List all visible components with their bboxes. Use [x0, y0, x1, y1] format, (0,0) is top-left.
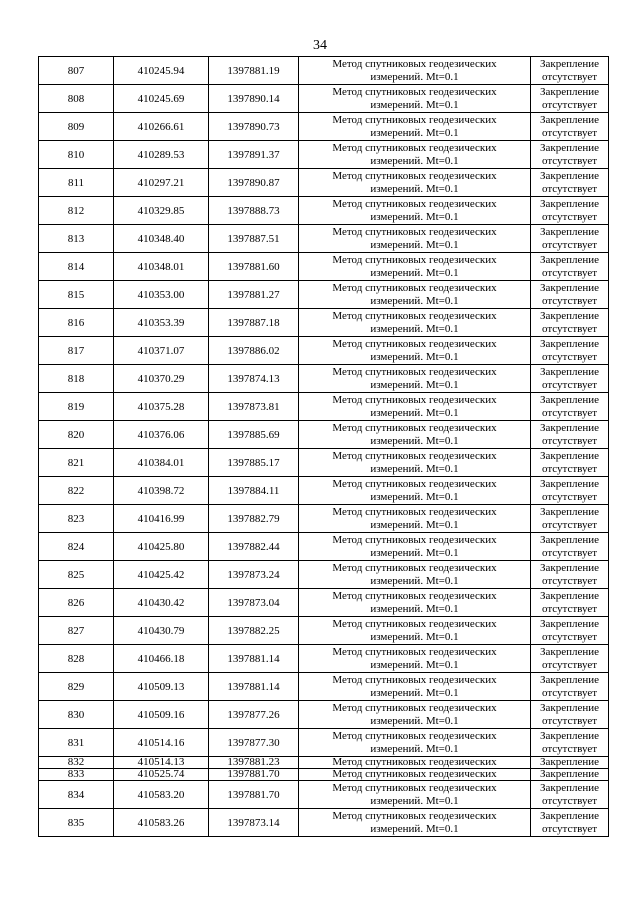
point-number-cell: 829 [39, 673, 114, 701]
method-text: Метод спутниковых геодезических [332, 253, 497, 266]
method-accuracy-text: измерений. Mt=0.1 [370, 434, 459, 447]
y-coordinate-cell: 1397881.27 [209, 281, 299, 309]
table-row [39, 309, 609, 337]
y-coordinate-cell: 1397874.13 [209, 365, 299, 393]
method-text: Метод спутниковых геодезических [332, 505, 497, 518]
method-accuracy-text: измерений. Mt=0.1 [370, 518, 459, 531]
fixation-text: Закрепление [539, 505, 600, 518]
method-text: Метод спутниковых геодезических [332, 169, 497, 182]
point-number-cell: 816 [39, 309, 114, 337]
method-text: Метод спутниковых геодезических [332, 645, 497, 658]
fixation-status-text: отсутствует [541, 658, 598, 671]
method-cell [299, 253, 531, 281]
method-text: Метод спутниковых геодезических [332, 57, 497, 70]
method-accuracy-text: измерений. Mt=0.1 [370, 714, 459, 727]
method-cell [299, 141, 531, 169]
y-coordinate-cell: 1397881.70 [209, 781, 299, 809]
method-cell [299, 757, 531, 769]
y-coordinate-cell: 1397887.51 [209, 225, 299, 253]
y-coordinate-cell: 1397884.11 [209, 477, 299, 505]
point-number-cell: 811 [39, 169, 114, 197]
y-coordinate-cell: 1397891.37 [209, 141, 299, 169]
method-accuracy-text: измерений. Mt=0.1 [370, 210, 459, 223]
method-accuracy-text: измерений. Mt=0.1 [370, 126, 459, 139]
table-row [39, 197, 609, 225]
fixation-text: Закрепление [539, 673, 600, 686]
method-accuracy-text: измерений. Mt=0.1 [370, 602, 459, 615]
y-coordinate-cell: 1397890.87 [209, 169, 299, 197]
table-row [39, 729, 609, 757]
method-cell [299, 617, 531, 645]
y-coordinate-cell: 1397881.70 [209, 769, 299, 781]
table-row [39, 533, 609, 561]
fixation-cell [531, 85, 609, 113]
x-coordinate-cell: 410245.69 [114, 85, 209, 113]
method-text: Метод спутниковых геодезических [332, 673, 497, 686]
method-accuracy-text: измерений. Mt=0.1 [370, 406, 459, 419]
fixation-text: Закрепление [539, 197, 600, 210]
x-coordinate-cell: 410583.20 [114, 781, 209, 809]
fixation-status-text: отсутствует [541, 686, 598, 699]
method-accuracy-text: измерений. Mt=0.1 [370, 686, 459, 699]
fixation-cell [531, 253, 609, 281]
fixation-status-text: отсутствует [541, 490, 598, 503]
fixation-text: Закрепление [539, 421, 600, 434]
point-number-cell: 823 [39, 505, 114, 533]
method-accuracy-text: измерений. Mt=0.1 [370, 70, 459, 83]
x-coordinate-cell: 410514.16 [114, 729, 209, 757]
point-number-cell: 818 [39, 365, 114, 393]
fixation-cell [531, 589, 609, 617]
fixation-text: Закрепление [539, 57, 600, 70]
table-row [39, 589, 609, 617]
y-coordinate-cell: 1397890.14 [209, 85, 299, 113]
point-number-cell: 831 [39, 729, 114, 757]
x-coordinate-cell: 410371.07 [114, 337, 209, 365]
fixation-status-text: отсутствует [541, 210, 598, 223]
method-text: Метод спутниковых геодезических [332, 337, 497, 350]
fixation-cell [531, 365, 609, 393]
table-row [39, 769, 609, 781]
fixation-cell [531, 113, 609, 141]
method-accuracy-text: измерений. Mt=0.1 [370, 822, 459, 835]
point-number-cell: 821 [39, 449, 114, 477]
method-accuracy-text: измерений. Mt=0.1 [370, 546, 459, 559]
fixation-status-text: отсутствует [541, 322, 598, 335]
method-cell [299, 477, 531, 505]
fixation-status-text: отсутствует [541, 714, 598, 727]
method-text: Метод спутниковых геодезических [332, 281, 497, 294]
method-text: Метод спутниковых геодезических [332, 768, 497, 780]
fixation-text: Закрепление [539, 253, 600, 266]
method-text: Метод спутниковых геодезических [332, 309, 497, 322]
point-number-cell: 832 [39, 757, 114, 769]
method-accuracy-text: измерений. Mt=0.1 [370, 462, 459, 475]
method-text: Метод спутниковых геодезических [332, 561, 497, 574]
method-cell [299, 225, 531, 253]
x-coordinate-cell: 410289.53 [114, 141, 209, 169]
fixation-text: Закрепление [539, 756, 600, 768]
fixation-status-text: отсутствует [541, 378, 598, 391]
fixation-status-text: отсутствует [541, 154, 598, 167]
table-row [39, 169, 609, 197]
y-coordinate-cell: 1397886.02 [209, 337, 299, 365]
fixation-text: Закрепление [539, 141, 600, 154]
y-coordinate-cell: 1397882.79 [209, 505, 299, 533]
table-row [39, 701, 609, 729]
method-text: Метод спутниковых геодезических [332, 809, 497, 822]
method-accuracy-text: измерений. Mt=0.1 [370, 574, 459, 587]
coordinates-table-body [39, 57, 609, 837]
point-number-cell: 814 [39, 253, 114, 281]
method-cell [299, 729, 531, 757]
y-coordinate-cell: 1397885.17 [209, 449, 299, 477]
x-coordinate-cell: 410583.26 [114, 809, 209, 837]
method-cell [299, 281, 531, 309]
point-number-cell: 813 [39, 225, 114, 253]
method-accuracy-text: измерений. Mt=0.1 [370, 182, 459, 195]
method-cell [299, 85, 531, 113]
table-row [39, 225, 609, 253]
method-cell [299, 309, 531, 337]
fixation-text: Закрепление [539, 477, 600, 490]
fixation-cell [531, 449, 609, 477]
x-coordinate-cell: 410370.29 [114, 365, 209, 393]
x-coordinate-cell: 410509.13 [114, 673, 209, 701]
point-number-cell: 812 [39, 197, 114, 225]
fixation-status-text: отсутствует [541, 350, 598, 363]
x-coordinate-cell: 410329.85 [114, 197, 209, 225]
x-coordinate-cell: 410430.79 [114, 617, 209, 645]
y-coordinate-cell: 1397877.26 [209, 701, 299, 729]
y-coordinate-cell: 1397881.19 [209, 57, 299, 85]
fixation-cell [531, 533, 609, 561]
x-coordinate-cell: 410398.72 [114, 477, 209, 505]
method-accuracy-text: измерений. Mt=0.1 [370, 154, 459, 167]
fixation-status-text: отсутствует [541, 98, 598, 111]
point-number-cell: 808 [39, 85, 114, 113]
method-cell [299, 57, 531, 85]
method-text: Метод спутниковых геодезических [332, 449, 497, 462]
fixation-text: Закрепление [539, 309, 600, 322]
table-row [39, 809, 609, 837]
method-text: Метод спутниковых геодезических [332, 393, 497, 406]
method-cell [299, 589, 531, 617]
x-coordinate-cell: 410266.61 [114, 113, 209, 141]
y-coordinate-cell: 1397873.04 [209, 589, 299, 617]
fixation-status-text: отсутствует [541, 238, 598, 251]
fixation-cell [531, 617, 609, 645]
method-text: Метод спутниковых геодезических [332, 729, 497, 742]
method-text: Метод спутниковых геодезических [332, 756, 497, 768]
method-accuracy-text: измерений. Mt=0.1 [370, 658, 459, 671]
fixation-status-text: отсутствует [541, 546, 598, 559]
fixation-status-text: отсутствует [541, 794, 598, 807]
fixation-cell [531, 393, 609, 421]
y-coordinate-cell: 1397882.25 [209, 617, 299, 645]
fixation-cell [531, 477, 609, 505]
table-row [39, 113, 609, 141]
method-text: Метод спутниковых геодезических [332, 421, 497, 434]
fixation-text: Закрепление [539, 729, 600, 742]
method-text: Метод спутниковых геодезических [332, 141, 497, 154]
fixation-cell [531, 281, 609, 309]
point-number-cell: 809 [39, 113, 114, 141]
method-accuracy-text: измерений. Mt=0.1 [370, 490, 459, 503]
x-coordinate-cell: 410245.94 [114, 57, 209, 85]
fixation-cell [531, 505, 609, 533]
method-cell [299, 421, 531, 449]
fixation-cell [531, 57, 609, 85]
fixation-status-text: отсутствует [541, 822, 598, 835]
method-cell [299, 769, 531, 781]
x-coordinate-cell: 410425.80 [114, 533, 209, 561]
method-accuracy-text: измерений. Mt=0.1 [370, 294, 459, 307]
method-text: Метод спутниковых геодезических [332, 225, 497, 238]
fixation-status-text: отсутствует [541, 294, 598, 307]
method-text: Метод спутниковых геодезических [332, 365, 497, 378]
table-row [39, 253, 609, 281]
x-coordinate-cell: 410430.42 [114, 589, 209, 617]
method-cell [299, 673, 531, 701]
x-coordinate-cell: 410425.42 [114, 561, 209, 589]
table-row [39, 477, 609, 505]
point-number-cell: 834 [39, 781, 114, 809]
table-row [39, 617, 609, 645]
fixation-text: Закрепление [539, 113, 600, 126]
fixation-status-text: отсутствует [541, 70, 598, 83]
table-row [39, 421, 609, 449]
method-text: Метод спутниковых геодезических [332, 533, 497, 546]
method-cell [299, 645, 531, 673]
x-coordinate-cell: 410384.01 [114, 449, 209, 477]
x-coordinate-cell: 410509.16 [114, 701, 209, 729]
y-coordinate-cell: 1397873.24 [209, 561, 299, 589]
x-coordinate-cell: 410353.00 [114, 281, 209, 309]
fixation-status-text: отсутствует [541, 462, 598, 475]
fixation-cell [531, 673, 609, 701]
point-number-cell: 828 [39, 645, 114, 673]
method-cell [299, 701, 531, 729]
fixation-cell [531, 141, 609, 169]
method-text: Метод спутниковых геодезических [332, 589, 497, 602]
x-coordinate-cell: 410375.28 [114, 393, 209, 421]
method-accuracy-text: измерений. Mt=0.1 [370, 238, 459, 251]
table-row [39, 645, 609, 673]
fixation-cell [531, 809, 609, 837]
x-coordinate-cell: 410348.01 [114, 253, 209, 281]
fixation-text: Закрепление [539, 85, 600, 98]
y-coordinate-cell: 1397881.23 [209, 757, 299, 769]
y-coordinate-cell: 1397873.81 [209, 393, 299, 421]
point-number-cell: 822 [39, 477, 114, 505]
method-text: Метод спутниковых геодезических [332, 701, 497, 714]
fixation-text: Закрепление [539, 225, 600, 238]
table-row [39, 85, 609, 113]
table-row [39, 365, 609, 393]
table-row [39, 449, 609, 477]
fixation-text: Закрепление [539, 589, 600, 602]
fixation-status-text: отсутствует [541, 602, 598, 615]
point-number-cell: 826 [39, 589, 114, 617]
point-number-cell: 815 [39, 281, 114, 309]
method-cell [299, 505, 531, 533]
fixation-text: Закрепление [539, 768, 600, 780]
fixation-status-text: отсутствует [541, 126, 598, 139]
y-coordinate-cell: 1397881.60 [209, 253, 299, 281]
fixation-text: Закрепление [539, 365, 600, 378]
fixation-cell [531, 169, 609, 197]
table-row [39, 281, 609, 309]
method-cell [299, 533, 531, 561]
x-coordinate-cell: 410376.06 [114, 421, 209, 449]
point-number-cell: 827 [39, 617, 114, 645]
fixation-text: Закрепление [539, 561, 600, 574]
fixation-status-text: отсутствует [541, 630, 598, 643]
point-number-cell: 820 [39, 421, 114, 449]
fixation-text: Закрепление [539, 169, 600, 182]
y-coordinate-cell: 1397887.18 [209, 309, 299, 337]
method-cell [299, 365, 531, 393]
point-number-cell: 807 [39, 57, 114, 85]
fixation-cell [531, 645, 609, 673]
fixation-text: Закрепление [539, 337, 600, 350]
y-coordinate-cell: 1397873.14 [209, 809, 299, 837]
fixation-status-text: отсутствует [541, 266, 598, 279]
method-cell [299, 197, 531, 225]
method-text: Метод спутниковых геодезических [332, 113, 497, 126]
x-coordinate-cell: 410348.40 [114, 225, 209, 253]
method-text: Метод спутниковых геодезических [332, 781, 497, 794]
fixation-text: Закрепление [539, 781, 600, 794]
point-number-cell: 819 [39, 393, 114, 421]
method-accuracy-text: измерений. Mt=0.1 [370, 794, 459, 807]
fixation-cell [531, 197, 609, 225]
point-number-cell: 810 [39, 141, 114, 169]
table-row [39, 561, 609, 589]
fixation-text: Закрепление [539, 393, 600, 406]
method-text: Метод спутниковых геодезических [332, 477, 497, 490]
method-text: Метод спутниковых геодезических [332, 617, 497, 630]
table-row [39, 505, 609, 533]
y-coordinate-cell: 1397881.14 [209, 673, 299, 701]
fixation-cell [531, 421, 609, 449]
fixation-text: Закрепление [539, 533, 600, 546]
method-accuracy-text: измерений. Mt=0.1 [370, 350, 459, 363]
table-row [39, 757, 609, 769]
fixation-text: Закрепление [539, 645, 600, 658]
method-accuracy-text: измерений. Mt=0.1 [370, 98, 459, 111]
method-accuracy-text: измерений. Mt=0.1 [370, 322, 459, 335]
x-coordinate-cell: 410353.39 [114, 309, 209, 337]
fixation-cell [531, 701, 609, 729]
fixation-text: Закрепление [539, 617, 600, 630]
fixation-status-text: отсутствует [541, 182, 598, 195]
fixation-cell [531, 225, 609, 253]
coordinates-table [38, 56, 609, 837]
method-cell [299, 337, 531, 365]
fixation-text: Закрепление [539, 701, 600, 714]
table-row [39, 337, 609, 365]
x-coordinate-cell: 410514.13 [114, 757, 209, 769]
point-number-cell: 817 [39, 337, 114, 365]
table-row [39, 781, 609, 809]
table-row [39, 393, 609, 421]
fixation-status-text: отсутствует [541, 518, 598, 531]
y-coordinate-cell: 1397890.73 [209, 113, 299, 141]
table-row [39, 57, 609, 85]
x-coordinate-cell: 410297.21 [114, 169, 209, 197]
point-number-cell: 833 [39, 769, 114, 781]
fixation-cell [531, 337, 609, 365]
fixation-cell [531, 309, 609, 337]
method-cell [299, 809, 531, 837]
fixation-text: Закрепление [539, 281, 600, 294]
method-cell [299, 561, 531, 589]
fixation-status-text: отсутствует [541, 574, 598, 587]
x-coordinate-cell: 410525.74 [114, 769, 209, 781]
method-cell [299, 781, 531, 809]
fixation-text: Закрепление [539, 809, 600, 822]
method-accuracy-text: измерений. Mt=0.1 [370, 266, 459, 279]
method-text: Метод спутниковых геодезических [332, 85, 497, 98]
y-coordinate-cell: 1397881.14 [209, 645, 299, 673]
y-coordinate-cell: 1397877.30 [209, 729, 299, 757]
point-number-cell: 824 [39, 533, 114, 561]
point-number-cell: 830 [39, 701, 114, 729]
method-cell [299, 393, 531, 421]
y-coordinate-cell: 1397882.44 [209, 533, 299, 561]
y-coordinate-cell: 1397888.73 [209, 197, 299, 225]
table-row [39, 141, 609, 169]
fixation-status-text: отсутствует [541, 742, 598, 755]
method-text: Метод спутниковых геодезических [332, 197, 497, 210]
method-accuracy-text: измерений. Mt=0.1 [370, 378, 459, 391]
table-row [39, 673, 609, 701]
point-number-cell: 835 [39, 809, 114, 837]
fixation-cell [531, 729, 609, 757]
fixation-text: Закрепление [539, 449, 600, 462]
method-cell [299, 169, 531, 197]
method-accuracy-text: измерений. Mt=0.1 [370, 630, 459, 643]
fixation-cell [531, 757, 609, 769]
fixation-cell [531, 561, 609, 589]
fixation-status-text: отсутствует [541, 434, 598, 447]
method-accuracy-text: измерений. Mt=0.1 [370, 742, 459, 755]
y-coordinate-cell: 1397885.69 [209, 421, 299, 449]
page-number: 34 [313, 38, 327, 53]
x-coordinate-cell: 410416.99 [114, 505, 209, 533]
fixation-cell [531, 781, 609, 809]
x-coordinate-cell: 410466.18 [114, 645, 209, 673]
method-cell [299, 449, 531, 477]
fixation-cell [531, 769, 609, 781]
fixation-status-text: отсутствует [541, 406, 598, 419]
point-number-cell: 825 [39, 561, 114, 589]
method-cell [299, 113, 531, 141]
